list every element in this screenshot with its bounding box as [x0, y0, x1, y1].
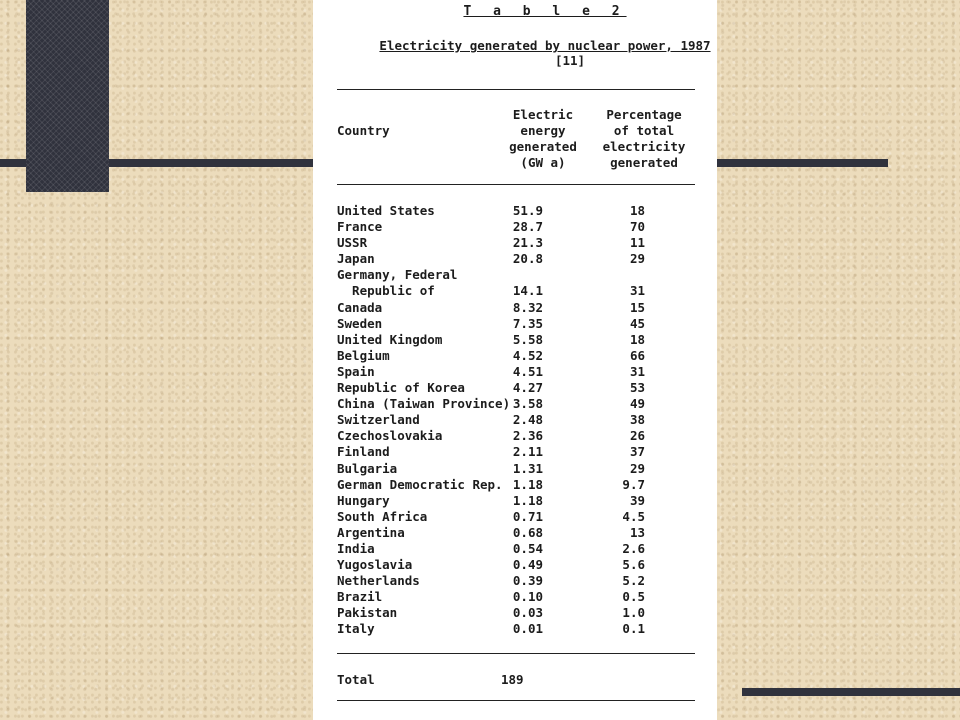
table-row	[313, 589, 717, 605]
cell-country: Belgium	[337, 347, 390, 363]
cell-country: Brazil	[337, 589, 383, 605]
cell-country: German Democratic Rep.	[337, 476, 503, 492]
cell-energy: 28.7	[512, 219, 543, 235]
cell-percentage: 4.5	[622, 508, 645, 524]
cell-percentage: 66	[629, 347, 645, 363]
cell-percentage: 0.1	[622, 621, 645, 637]
cell-percentage: 0.5	[622, 589, 645, 605]
table-row	[313, 444, 717, 460]
header-bottom-rule	[337, 184, 695, 185]
cell-country: Bulgaria	[337, 460, 398, 476]
cell-country: Sweden	[337, 315, 383, 331]
cell-energy: 5.58	[512, 331, 543, 347]
cell-energy: 3.58	[512, 396, 543, 412]
cell-country: Italy	[337, 621, 375, 637]
cell-percentage: 18	[629, 331, 645, 347]
cell-energy: 0.01	[512, 621, 543, 637]
cell-country: Japan	[337, 251, 375, 267]
cell-country: USSR	[337, 235, 368, 251]
cell-energy: 8.32	[512, 299, 543, 315]
cell-energy: 0.10	[512, 589, 543, 605]
table-row	[313, 332, 717, 348]
cell-percentage: 37	[629, 444, 645, 460]
table-row	[313, 203, 717, 219]
cell-energy: 0.03	[512, 605, 543, 621]
cell-percentage: 29	[629, 251, 645, 267]
table-reference: [11]	[554, 53, 586, 68]
cell-energy: 4.52	[512, 347, 543, 363]
cell-country: Spain	[337, 363, 375, 379]
total-energy: 189	[501, 672, 524, 687]
cell-percentage: 15	[629, 299, 645, 315]
total-row	[313, 672, 717, 688]
cell-percentage: 31	[629, 363, 645, 379]
column-header-energy: Electric energy generated (GW a)	[509, 107, 577, 170]
cell-percentage: 9.7	[622, 476, 645, 492]
cell-country: Republic of Korea	[337, 380, 465, 396]
cell-energy: 4.27	[512, 380, 543, 396]
cell-country: China (Taiwan Province)	[337, 396, 511, 412]
bottom-horizontal-stripe	[742, 688, 960, 696]
cell-energy: 1.18	[512, 476, 543, 492]
cell-energy: 0.49	[512, 557, 543, 573]
cell-country: Pakistan	[337, 605, 398, 621]
cell-energy: 0.68	[512, 524, 543, 540]
cell-percentage: 45	[629, 315, 645, 331]
cell-percentage: 53	[629, 380, 645, 396]
cell-country: Yugoslavia	[337, 557, 413, 573]
cell-energy: 1.31	[512, 460, 543, 476]
table-caption: Electricity generated by nuclear power, 1987	[379, 38, 711, 53]
table-row	[313, 573, 717, 589]
cell-percentage: 26	[629, 428, 645, 444]
cell-country: India	[337, 540, 375, 556]
cell-percentage: 31	[629, 283, 645, 299]
table-row	[313, 267, 717, 283]
cell-country: Republic of	[337, 283, 435, 299]
cell-energy: 0.71	[512, 508, 543, 524]
cell-percentage: 13	[629, 524, 645, 540]
column-header-country: Country	[337, 123, 390, 138]
table-document	[313, 0, 717, 720]
cell-country: South Africa	[337, 508, 428, 524]
cell-energy: 1.18	[512, 492, 543, 508]
column-header-percentage: Percentage of total electricity generated	[602, 107, 686, 170]
table-row	[313, 219, 717, 235]
cell-percentage: 70	[629, 219, 645, 235]
table-row	[313, 235, 717, 251]
table-row	[313, 428, 717, 444]
cell-energy: 2.11	[512, 444, 543, 460]
cell-energy: 20.8	[512, 251, 543, 267]
cell-country: Hungary	[337, 492, 390, 508]
cell-energy: 7.35	[512, 315, 543, 331]
cell-energy: 0.39	[512, 573, 543, 589]
table-row	[313, 461, 717, 477]
table-row	[313, 348, 717, 364]
cell-energy: 0.54	[512, 540, 543, 556]
corner-pattern-block	[26, 0, 109, 192]
table-row	[313, 316, 717, 332]
table-row	[313, 621, 717, 637]
cell-country: Canada	[337, 299, 383, 315]
table-row	[313, 412, 717, 428]
table-row	[313, 396, 717, 412]
cell-energy: 2.48	[512, 412, 543, 428]
cell-country: Netherlands	[337, 573, 420, 589]
cell-percentage: 38	[629, 412, 645, 428]
total-label: Total	[337, 672, 375, 687]
cell-percentage: 49	[629, 396, 645, 412]
cell-energy: 14.1	[512, 283, 543, 299]
cell-percentage: 11	[629, 235, 645, 251]
table-row	[313, 364, 717, 380]
cell-country: France	[337, 219, 383, 235]
table-row	[313, 493, 717, 509]
table-row	[313, 557, 717, 573]
cell-country: Argentina	[337, 524, 405, 540]
cell-energy: 21.3	[512, 235, 543, 251]
cell-percentage: 2.6	[622, 540, 645, 556]
table-row	[313, 525, 717, 541]
cell-energy: 51.9	[512, 203, 543, 218]
cell-percentage: 29	[629, 460, 645, 476]
cell-country: United Kingdom	[337, 331, 443, 347]
body-bottom-rule	[337, 653, 695, 654]
table-row	[313, 541, 717, 557]
table-row	[313, 509, 717, 525]
table-row	[313, 251, 717, 267]
cell-percentage: 5.6	[622, 557, 645, 573]
table-row	[313, 300, 717, 316]
cell-country: Finland	[337, 444, 390, 460]
cell-energy: 2.36	[512, 428, 543, 444]
cell-country: United States	[337, 203, 435, 218]
table-row	[313, 605, 717, 621]
cell-percentage: 5.2	[622, 573, 645, 589]
table-number: T a b l e 2	[463, 4, 627, 19]
cell-energy: 4.51	[512, 363, 543, 379]
cell-country: Germany, Federal	[337, 267, 458, 283]
table-body	[313, 203, 717, 638]
table-end-rule	[337, 700, 695, 701]
table-row	[313, 477, 717, 493]
header-top-rule	[337, 89, 695, 90]
table-row	[313, 283, 717, 299]
cell-percentage: 1.0	[622, 605, 645, 621]
cell-percentage: 18	[629, 203, 645, 218]
table-row	[313, 380, 717, 396]
cell-country: Czechoslovakia	[337, 428, 443, 444]
cell-percentage: 39	[629, 492, 645, 508]
cell-country: Switzerland	[337, 412, 420, 428]
